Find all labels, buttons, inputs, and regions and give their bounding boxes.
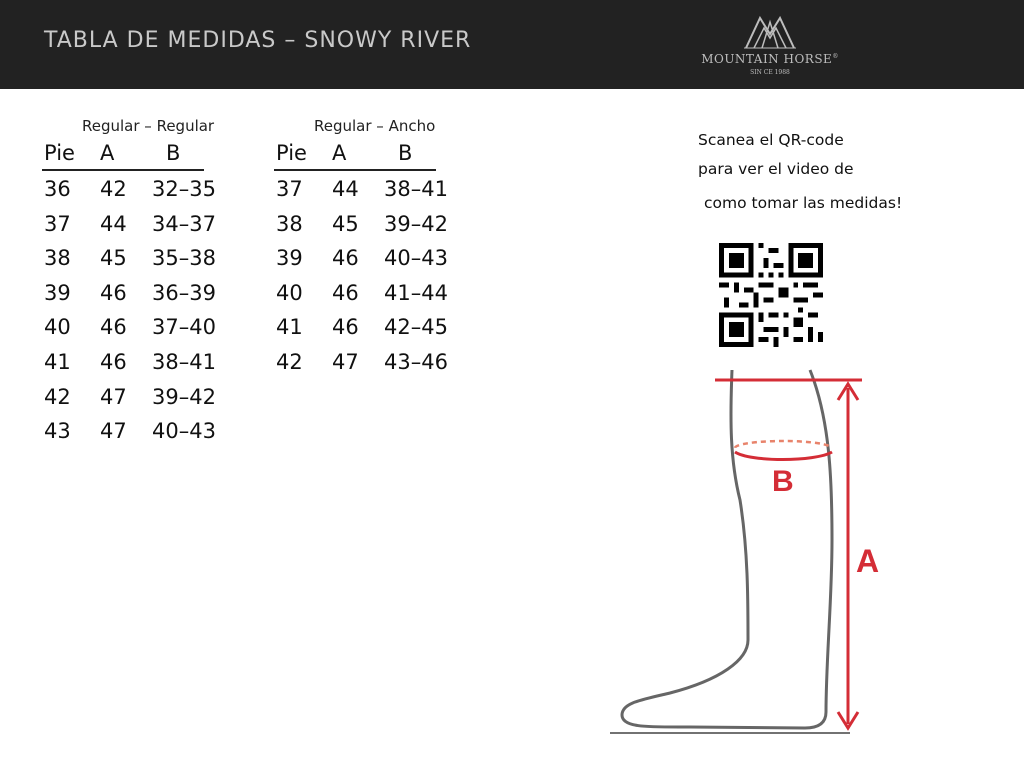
table-row: [42, 311, 242, 346]
size-table-regular-ancho: [274, 117, 484, 377]
table-caption: Regular – Regular: [82, 117, 215, 135]
cell-pie: 39: [276, 246, 303, 271]
calf-circumference-back: [735, 441, 831, 455]
cell-b: 40–43: [152, 419, 216, 444]
cell-b: 36–39: [152, 280, 216, 305]
cell-pie: 41: [276, 315, 303, 340]
brand-since: SIN CE 1988: [750, 69, 790, 76]
table-row: [274, 242, 474, 277]
cell-pie: 40: [44, 315, 71, 340]
cell-pie: 40: [276, 280, 303, 305]
table-body: [274, 173, 474, 381]
cell-b: 39–42: [152, 384, 216, 409]
table-body: [42, 173, 242, 450]
brand-logo: [690, 12, 850, 82]
cell-b: 43–46: [384, 349, 448, 374]
header-divider: [42, 169, 204, 171]
cell-pie: 36: [44, 177, 71, 201]
cell-pie: 42: [276, 349, 303, 374]
qr-instruction-line-3: como tomar las medidas!: [704, 194, 903, 212]
cell-b: 34–37: [152, 211, 216, 236]
cell-pie: 41: [44, 349, 71, 374]
column-header-a: A: [332, 141, 347, 165]
cell-pie: 37: [44, 211, 71, 236]
leg-outline: [622, 370, 832, 728]
cell-a: 47: [332, 349, 359, 374]
table-row: [42, 415, 242, 450]
mountain-logo-icon: [738, 12, 802, 50]
column-header-pie: Pie: [44, 141, 75, 165]
table-row: [274, 311, 474, 346]
table-row: [42, 381, 242, 416]
cell-b: 41–44: [384, 280, 448, 305]
table-row: [274, 346, 474, 381]
table-row: [274, 173, 474, 208]
table-row: [42, 208, 242, 243]
header-bar: [0, 0, 1024, 89]
cell-a: 45: [100, 246, 127, 271]
qr-code-icon[interactable]: [719, 243, 823, 347]
label-b: B: [772, 465, 794, 498]
cell-pie: 43: [44, 419, 71, 444]
cell-b: 32–35: [152, 177, 216, 201]
cell-a: 46: [332, 315, 359, 340]
calf-circumference-front: [735, 452, 832, 460]
cell-b: 38–41: [384, 177, 448, 201]
table-row: [274, 208, 474, 243]
cell-b: 37–40: [152, 315, 216, 340]
cell-a: 46: [100, 315, 127, 340]
qr-instruction-line-1: Scanea el QR-code: [698, 131, 844, 149]
cell-a: 46: [332, 280, 359, 305]
leg-measurement-diagram: [600, 360, 880, 750]
table-row: [42, 277, 242, 312]
cell-a: 47: [100, 419, 127, 444]
column-header-pie: Pie: [276, 141, 307, 165]
cell-a: 44: [332, 177, 359, 201]
cell-pie: 42: [44, 384, 71, 409]
qr-instruction-line-2: para ver el video de: [698, 160, 854, 178]
table-caption: Regular – Ancho: [314, 117, 436, 135]
cell-pie: 38: [276, 211, 303, 236]
column-header-b: B: [398, 141, 413, 165]
cell-b: 42–45: [384, 315, 448, 340]
cell-pie: 39: [44, 280, 71, 305]
cell-pie: 38: [44, 246, 71, 271]
cell-b: 39–42: [384, 211, 448, 236]
cell-a: 45: [332, 211, 359, 236]
header-divider: [274, 169, 436, 171]
column-header-b: B: [166, 141, 181, 165]
cell-a: 46: [332, 246, 359, 271]
table-row: [42, 242, 242, 277]
cell-b: 35–38: [152, 246, 216, 271]
label-a: A: [856, 543, 880, 579]
page-title: TABLA DE MEDIDAS – SNOWY RIVER: [44, 28, 472, 53]
cell-a: 47: [100, 384, 127, 409]
cell-a: 42: [100, 177, 127, 201]
size-table-regular-regular: [42, 117, 252, 457]
table-row: [42, 346, 242, 381]
cell-a: 44: [100, 211, 127, 236]
column-header-a: A: [100, 141, 115, 165]
table-row: [274, 277, 474, 312]
cell-a: 46: [100, 280, 127, 305]
table-row: [42, 173, 242, 208]
cell-b: 38–41: [152, 349, 216, 374]
brand-name: MOUNTAIN HORSE®: [701, 52, 839, 66]
cell-b: 40–43: [384, 246, 448, 271]
cell-pie: 37: [276, 177, 303, 201]
cell-a: 46: [100, 349, 127, 374]
